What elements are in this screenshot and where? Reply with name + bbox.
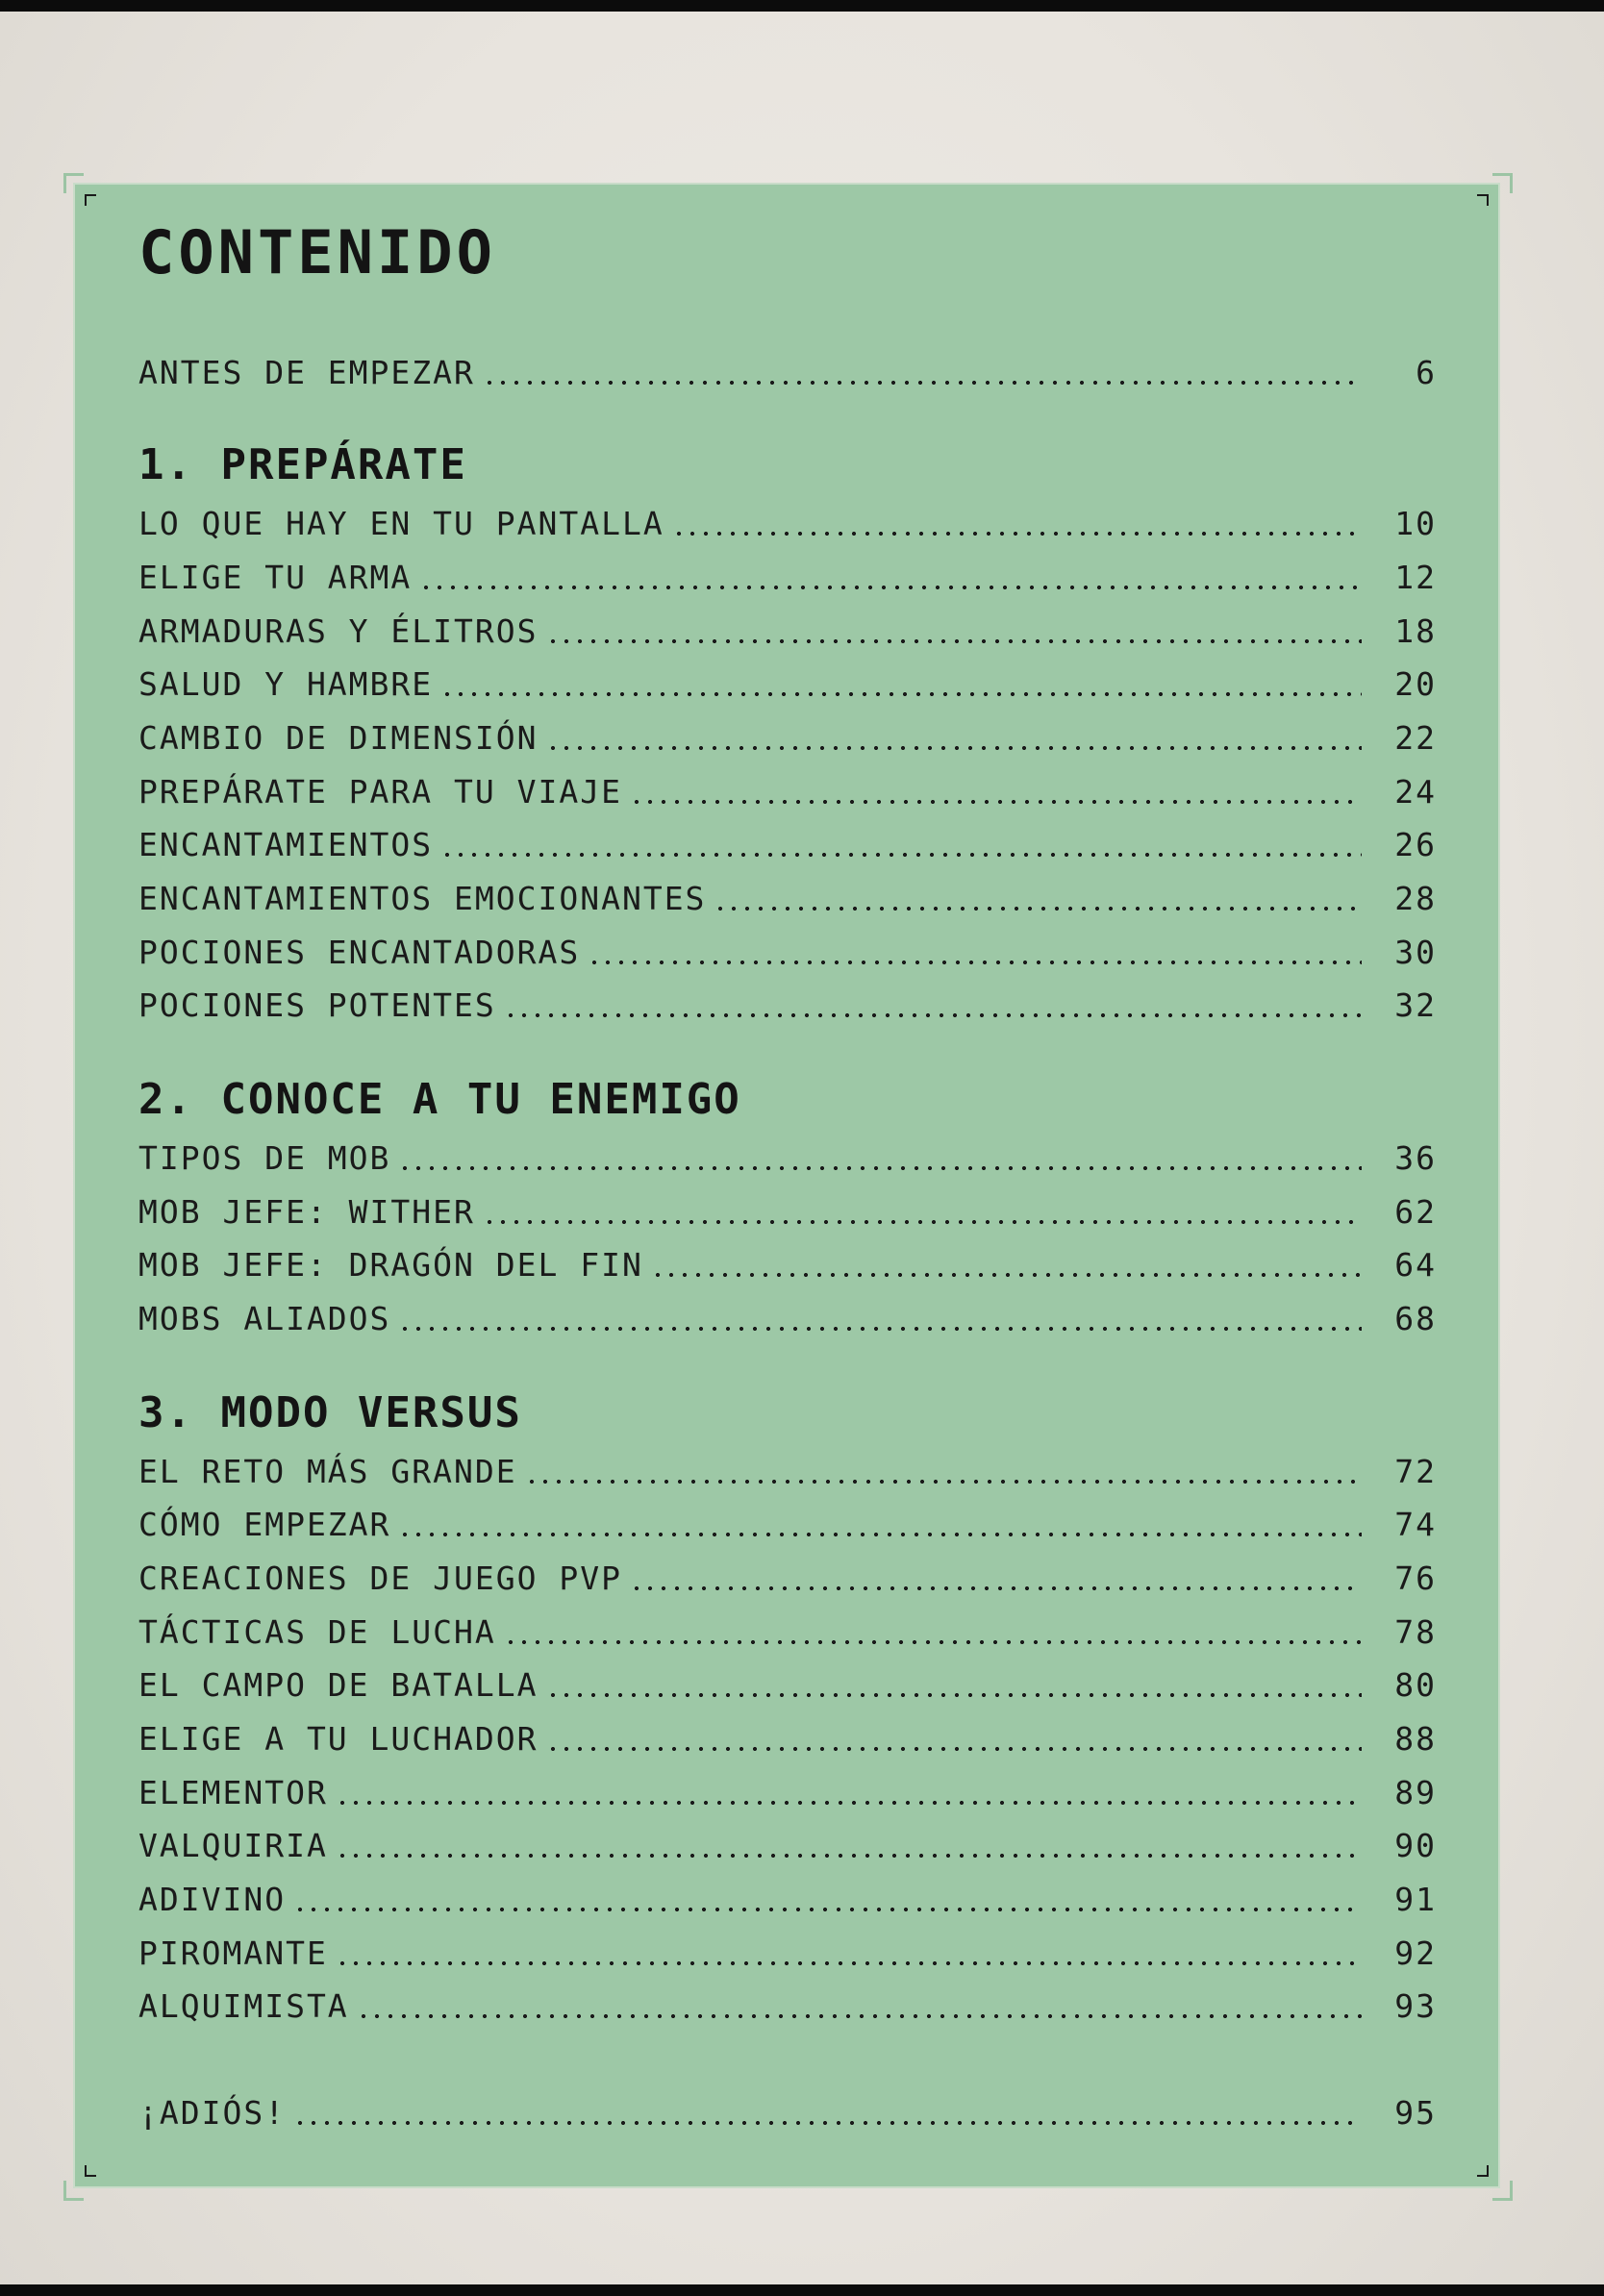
page-title: CONTENIDO [138,217,496,287]
toc-entry[interactable] [138,880,1437,918]
toc-entry-label: MOBS ALIADOS [138,1300,391,1337]
toc-entry-page: 80 [1394,1666,1437,1704]
toc-entry[interactable] [138,1300,1437,1338]
toc-entry[interactable] [138,1139,1437,1178]
toc-entry-label: ELIGE TU ARMA [138,559,413,596]
toc-entry-page: 93 [1394,1987,1437,2025]
toc-entry-page: 64 [1394,1246,1437,1284]
toc-entry-label: CÓMO EMPEZAR [138,1506,391,1543]
dot-leader [357,2014,1362,2018]
toc-entry[interactable] [138,1506,1437,1544]
dot-leader [630,800,1362,804]
toc-entry[interactable] [138,1246,1437,1285]
dot-leader [714,907,1362,911]
toc-entry-page: 32 [1394,986,1437,1024]
dot-leader [483,381,1362,385]
toc-entry-label: ENCANTAMIENTOS EMOCIONANTES [138,880,707,917]
toc-entry-page: 24 [1394,773,1437,811]
dot-leader [440,692,1362,696]
dot-leader [504,1013,1362,1017]
toc-entry[interactable] [138,1666,1437,1705]
dot-leader [398,1166,1362,1170]
dot-leader [440,853,1362,857]
section-heading-2: 2. CONOCE A TU ENEMIGO [138,1075,741,1124]
dot-leader [546,1693,1363,1697]
toc-entry-page: 36 [1394,1139,1437,1177]
toc-entry[interactable] [138,986,1437,1025]
toc-entry-page: 89 [1394,1774,1437,1811]
dot-leader [336,1801,1362,1805]
toc-entry-page: 78 [1394,1613,1437,1651]
toc-entry-label: EL CAMPO DE BATALLA [138,1666,539,1704]
toc-entry-outro[interactable] [138,2094,1437,2133]
dot-leader [398,1327,1362,1331]
dot-leader [504,1640,1362,1644]
toc-entry-label: ALQUIMISTA [138,1987,349,2025]
toc-entry-page: 18 [1394,612,1437,650]
toc-entry[interactable] [138,934,1437,972]
toc-entry[interactable] [138,1987,1437,2026]
toc-entry-page: 28 [1394,880,1437,917]
toc-entry[interactable] [138,612,1437,651]
toc-entry[interactable] [138,1720,1437,1759]
toc-entry[interactable] [138,1881,1437,1919]
toc-entry-label: MOB JEFE: DRAGÓN DEL FIN [138,1246,643,1284]
toc-entry-page: 74 [1394,1506,1437,1543]
toc-entry-label: ELIGE A TU LUCHADOR [138,1720,539,1758]
toc-entry-page: 95 [1394,2094,1437,2132]
toc-entry-page: 26 [1394,826,1437,863]
toc-entry-label: CAMBIO DE DIMENSIÓN [138,719,539,757]
toc-entry-label: CREACIONES DE JUEGO PVP [138,1560,622,1597]
toc-entry-label: LO QUE HAY EN TU PANTALLA [138,505,664,542]
table-of-contents-panel [73,183,1500,2188]
toc-entry-label: ADIVINO [138,1881,287,1918]
toc-entry-page: 6 [1416,354,1437,391]
toc-entry-label: POCIONES POTENTES [138,986,496,1024]
toc-entry-page: 20 [1394,665,1437,703]
top-black-bar [0,0,1604,12]
dot-leader [293,2121,1362,2125]
dot-leader [546,639,1363,643]
toc-entry[interactable] [138,1193,1437,1232]
toc-entry[interactable] [138,1827,1437,1865]
toc-entry-page: 68 [1394,1300,1437,1337]
toc-entry[interactable] [138,665,1437,704]
toc-entry[interactable] [138,505,1437,543]
corner-tick-top-right [1477,194,1489,206]
dot-leader [630,1586,1362,1590]
dot-leader [546,746,1363,750]
toc-entry-page: 91 [1394,1881,1437,1918]
toc-entry-page: 62 [1394,1193,1437,1231]
toc-entry-label: VALQUIRIA [138,1827,328,1864]
toc-entry[interactable] [138,826,1437,864]
toc-entry-label: MOB JEFE: WITHER [138,1193,475,1231]
dot-leader [293,1908,1362,1911]
toc-entry[interactable] [138,559,1437,597]
toc-entry-label: TIPOS DE MOB [138,1139,391,1177]
toc-entry[interactable] [138,1613,1437,1652]
dot-leader [525,1480,1362,1484]
dot-leader [588,961,1362,964]
toc-entry-label: EL RETO MÁS GRANDE [138,1453,517,1490]
toc-entry-page: 92 [1394,1934,1437,1972]
toc-entry-label: POCIONES ENCANTADORAS [138,934,581,971]
section-heading-3: 3. MODO VERSUS [138,1388,522,1437]
bottom-black-bar [0,2284,1604,2296]
toc-entry-page: 72 [1394,1453,1437,1490]
toc-entry[interactable] [138,773,1437,811]
toc-entry-page: 12 [1394,559,1437,596]
toc-entry-label: PIROMANTE [138,1934,328,1972]
toc-entry-intro[interactable] [138,354,1437,392]
toc-entry-page: 76 [1394,1560,1437,1597]
toc-entry-page: 22 [1394,719,1437,757]
dot-leader [483,1220,1362,1224]
toc-entry-label: ARMADURAS Y ÉLITROS [138,612,539,650]
toc-entry-label: TÁCTICAS DE LUCHA [138,1613,496,1651]
toc-entry-label: ANTES DE EMPEZAR [138,354,475,391]
dot-leader [672,532,1362,536]
toc-entry[interactable] [138,1560,1437,1598]
corner-tick-bottom-left [85,2165,96,2177]
toc-entry[interactable] [138,1453,1437,1491]
corner-tick-bottom-right [1477,2165,1489,2177]
toc-entry-label: PREPÁRATE PARA TU VIAJE [138,773,622,811]
dot-leader [398,1533,1362,1536]
dot-leader [651,1273,1362,1277]
toc-entry-page: 10 [1394,505,1437,542]
dot-leader [336,1961,1362,1965]
toc-entry-label: ¡ADIÓS! [138,2094,287,2132]
corner-tick-top-left [85,194,96,206]
toc-entry-page: 30 [1394,934,1437,971]
toc-entry-label: SALUD Y HAMBRE [138,665,434,703]
section-heading-1: 1. PREPÁRATE [138,440,467,489]
toc-entry[interactable] [138,719,1437,758]
toc-entry-page: 90 [1394,1827,1437,1864]
toc-entry[interactable] [138,1774,1437,1812]
toc-entry-page: 88 [1394,1720,1437,1758]
toc-entry[interactable] [138,1934,1437,1973]
dot-leader [419,586,1362,589]
toc-entry-label: ENCANTAMIENTOS [138,826,434,863]
toc-entry-label: ELEMENTOR [138,1774,328,1811]
dot-leader [336,1854,1362,1858]
dot-leader [546,1747,1363,1751]
